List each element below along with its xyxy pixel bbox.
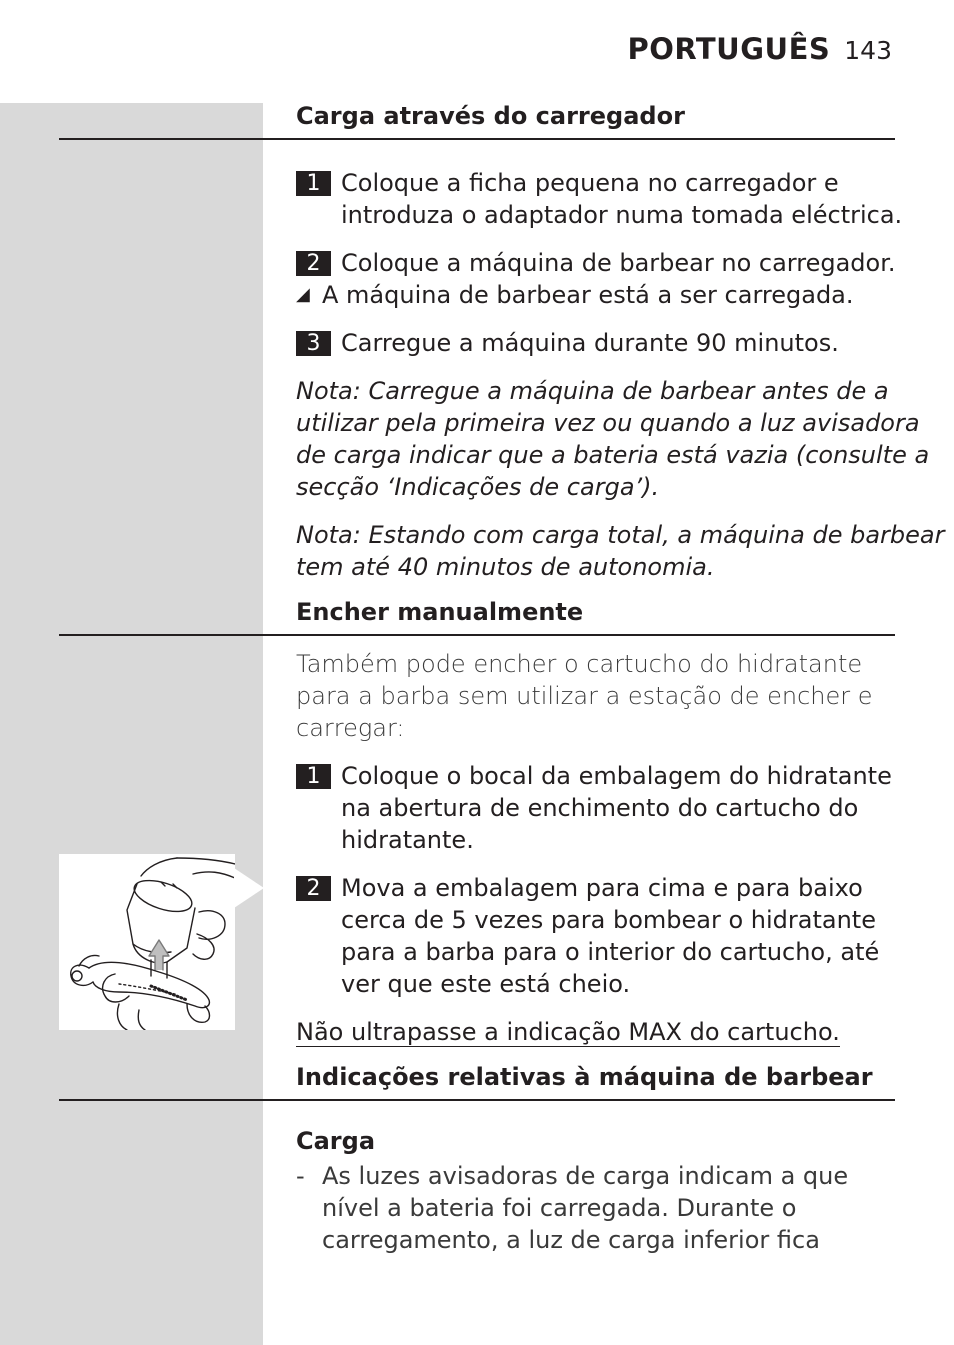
step-number: 2 bbox=[296, 251, 331, 276]
page-sidebar bbox=[0, 103, 263, 1345]
section-divider bbox=[59, 634, 895, 636]
step-text-line: Coloque o bocal da embalagem do hidratante bbox=[341, 762, 892, 790]
charger-step-2 bbox=[296, 247, 895, 279]
note-autonomy: Nota: Estando com carga total, a máquina de barbear tem até 40 minutos de autonomia. bbox=[296, 521, 945, 581]
step-number: 3 bbox=[296, 331, 331, 356]
step-result bbox=[296, 279, 854, 311]
page-number: 143 bbox=[844, 36, 892, 65]
note-first-charge: Nota: Carregue a máquina de barbear antes de a utilizar pela primeira vez ou quando a luz avisadora de carga indicar que a bateria está vazia (consulte a secção ‘Indicações de carga’). bbox=[296, 377, 930, 501]
step-text-line: ver que este está cheio. bbox=[341, 970, 631, 998]
step-text-line: Mova a embalagem para cima e para baixo bbox=[341, 874, 863, 902]
max-warning: Não ultrapasse a indicação MAX do cartucho. bbox=[296, 1018, 840, 1046]
section-divider bbox=[59, 138, 895, 140]
bullet-dash: - bbox=[296, 1162, 305, 1190]
step-text-line: hidratante. bbox=[341, 826, 474, 854]
bullet-text-line: nível a bateria foi carregada. Durante o bbox=[322, 1194, 797, 1222]
heading-shaver-indications: Indicações relativas à máquina de barbear bbox=[296, 1063, 873, 1091]
bullet-text-line: carregamento, a luz de carga inferior fica bbox=[322, 1226, 820, 1254]
refill-cartridge-illustration bbox=[59, 854, 235, 1030]
manual-fill-intro: Também pode encher o cartucho do hidratante para a barba sem utilizar a estação de encher e carregar: bbox=[296, 650, 873, 742]
charger-step-3 bbox=[296, 327, 839, 359]
step-text-line: cerca de 5 vezes para bombear o hidratante bbox=[341, 906, 876, 934]
step-text-line: Coloque a ficha pequena no carregador e bbox=[341, 169, 839, 197]
step-number: 1 bbox=[296, 764, 331, 789]
step-text-line: na abertura de enchimento do cartucho do bbox=[341, 794, 859, 822]
step-text-line: introduza o adaptador numa tomada eléctrica. bbox=[341, 201, 903, 229]
step-text-line: Coloque a máquina de barbear no carregador. bbox=[341, 249, 896, 277]
step-text-line: para a barba para o interior do cartucho, até bbox=[341, 938, 880, 966]
result-arrow-icon: ◢ bbox=[296, 284, 310, 305]
step-text-line: Carregue a máquina durante 90 minutos. bbox=[341, 329, 839, 357]
manual-fill-step-1 bbox=[296, 760, 892, 856]
heading-manual-fill: Encher manualmente bbox=[296, 598, 584, 626]
heading-charging-via-charger: Carga através do carregador bbox=[296, 102, 685, 130]
step-number: 2 bbox=[296, 876, 331, 901]
bullet-text-line: As luzes avisadoras de carga indicam a que bbox=[322, 1162, 849, 1190]
result-text: A máquina de barbear está a ser carregada. bbox=[322, 281, 854, 309]
charge-bullet bbox=[296, 1160, 848, 1256]
page-header bbox=[627, 32, 892, 66]
callout-pointer bbox=[234, 868, 264, 908]
subheading-charge: Carga bbox=[296, 1127, 376, 1155]
step-number: 1 bbox=[296, 171, 331, 196]
manual-fill-step-2 bbox=[296, 872, 879, 1000]
language-label: PORTUGUÊS bbox=[627, 32, 831, 66]
charger-step-1 bbox=[296, 167, 902, 231]
section-divider bbox=[59, 1099, 895, 1101]
